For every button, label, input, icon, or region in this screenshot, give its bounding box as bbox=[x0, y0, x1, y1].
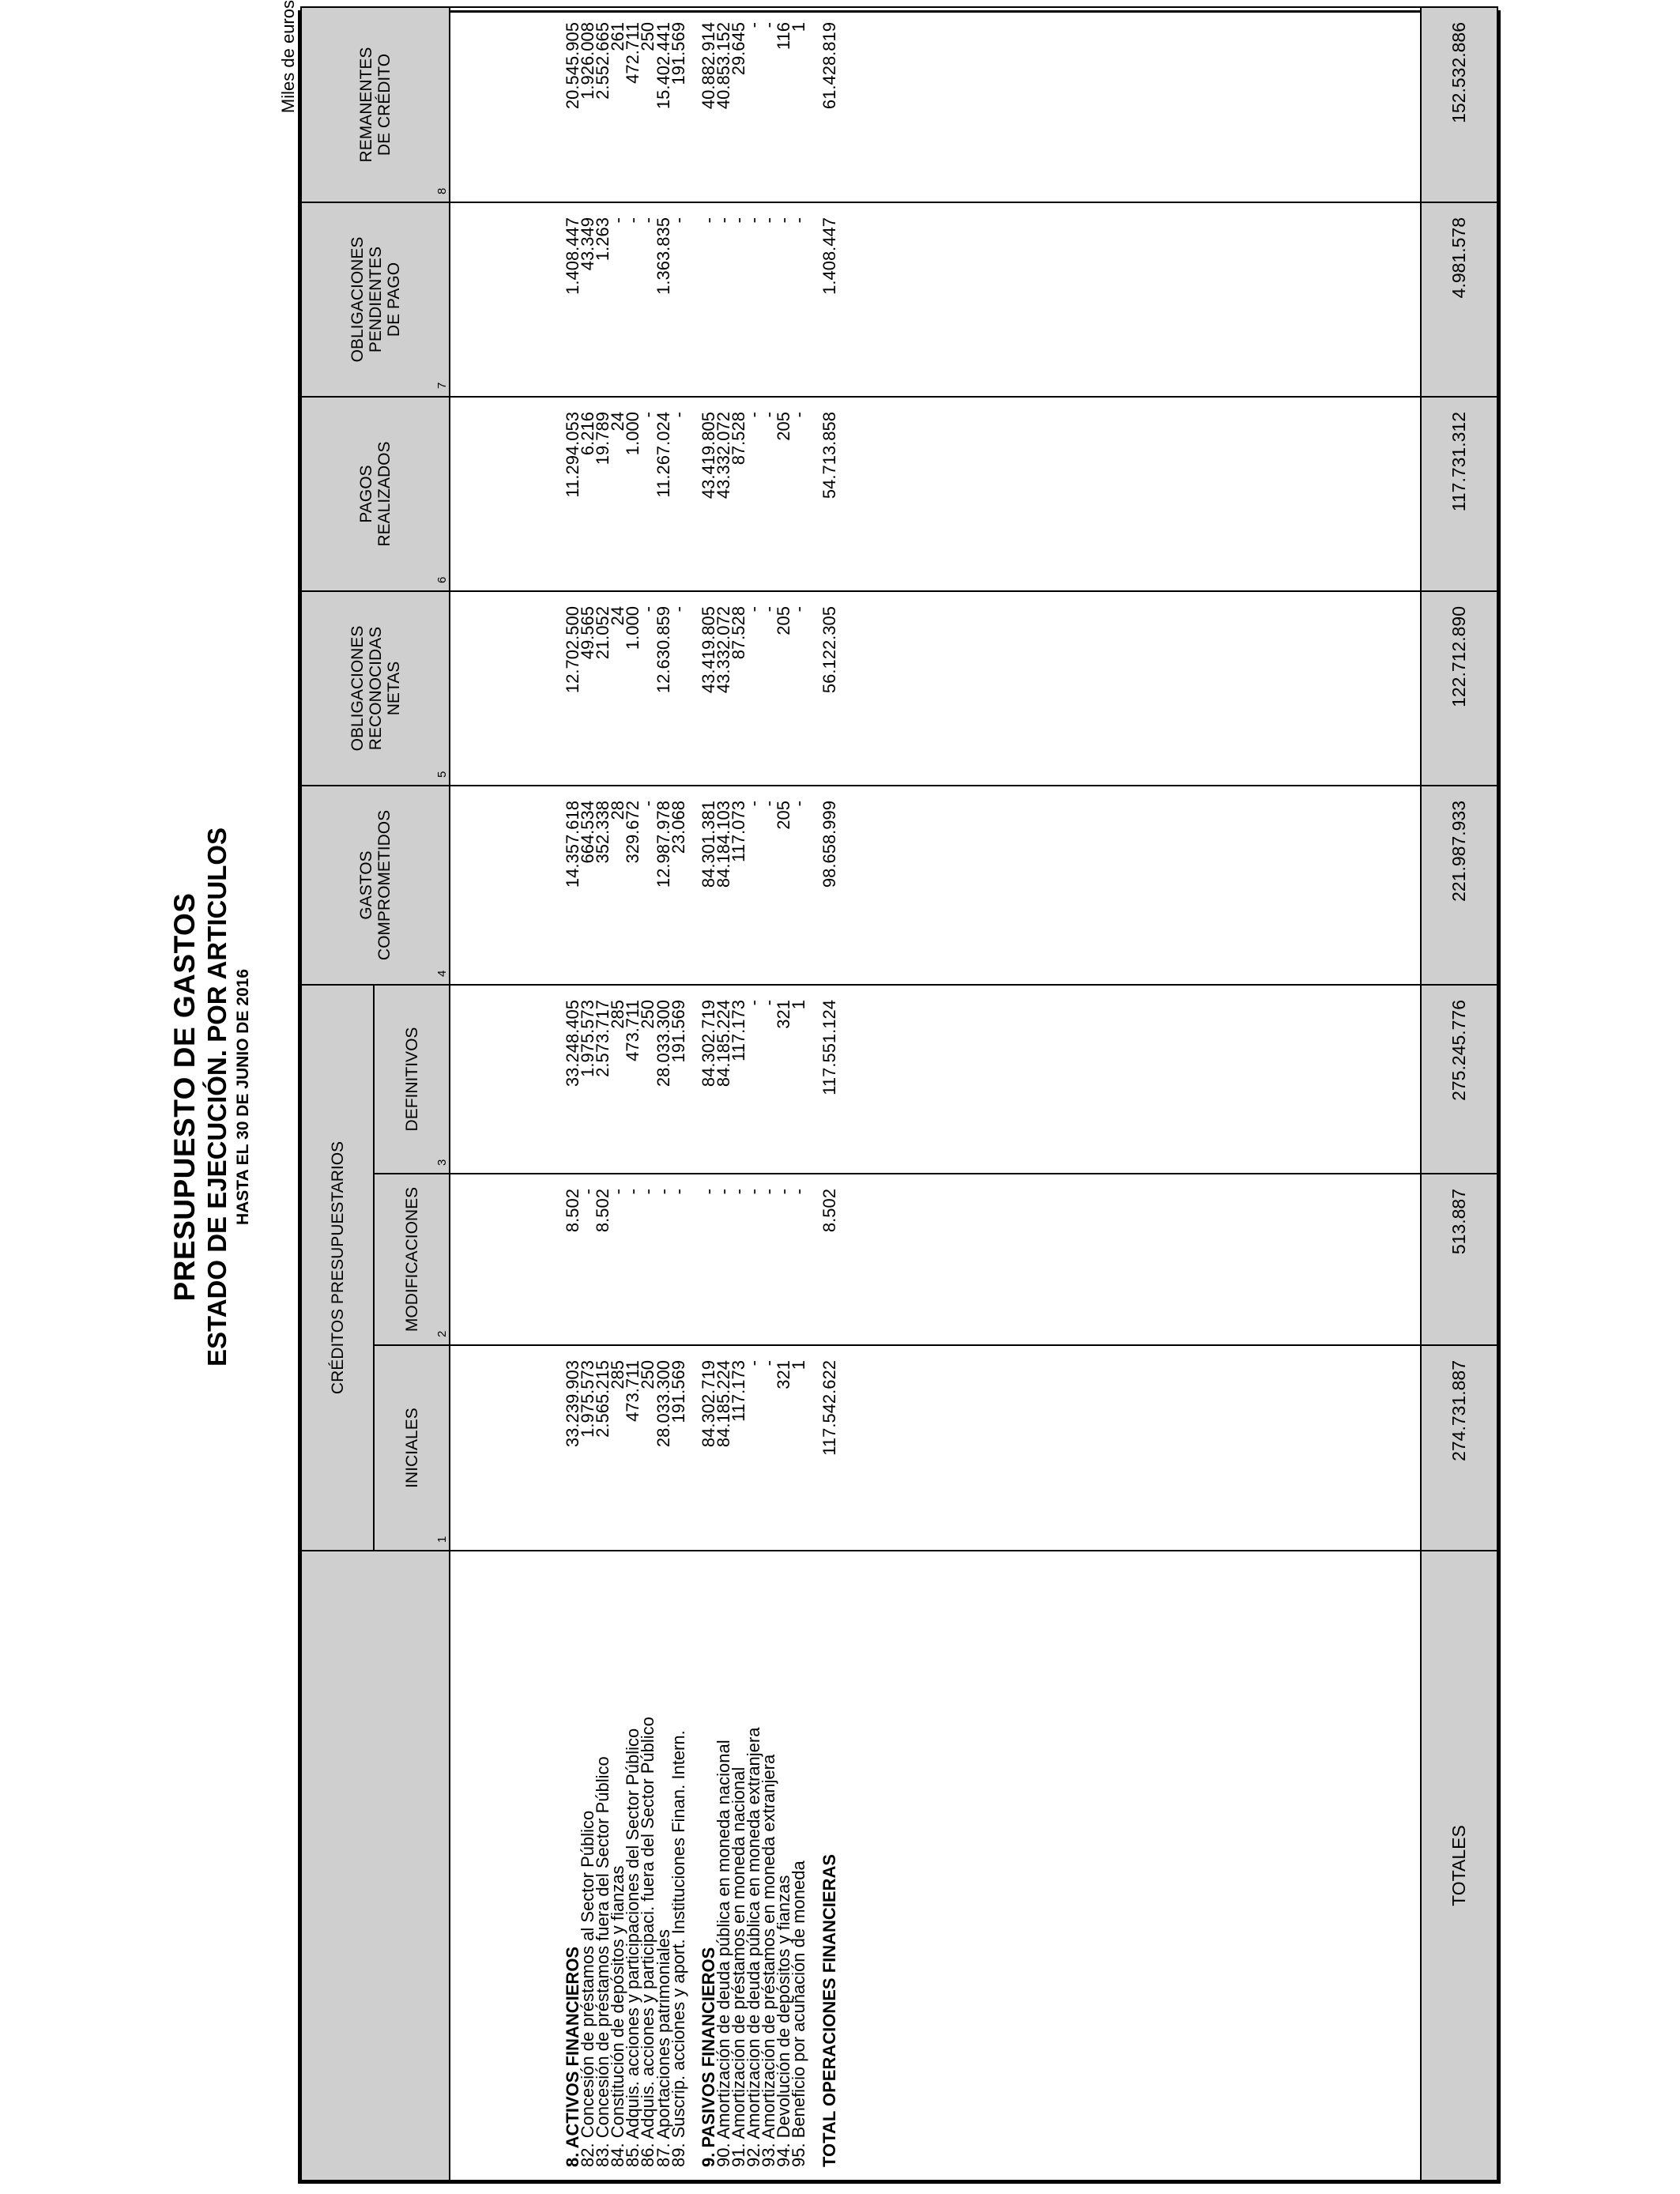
row-value: 43.349 bbox=[578, 217, 598, 271]
row-value: 12.702.500 bbox=[563, 606, 582, 694]
row-value: - bbox=[789, 606, 809, 613]
pagos-realizados-column bbox=[450, 397, 1421, 591]
row-value: - bbox=[729, 1189, 749, 1195]
row-value: 250 bbox=[638, 1360, 658, 1389]
row-value: - bbox=[713, 217, 733, 224]
row-value: 191.569 bbox=[668, 22, 688, 85]
row-value: 1.263 bbox=[593, 217, 613, 262]
row-value: - bbox=[759, 22, 779, 28]
header-remanentes-label: REMANENTES DE CRÉDITO bbox=[357, 47, 394, 163]
row-label: 8. ACTIVOS FINANCIEROS bbox=[563, 1946, 582, 2167]
row-label: 95. Beneficio por acuñación de moneda bbox=[789, 1860, 809, 2167]
iniciales-column bbox=[450, 1345, 1421, 1551]
row-value: - bbox=[744, 412, 764, 418]
total-obligaciones-reconocidas: 122.712.890 bbox=[1421, 591, 1497, 786]
col-number-1: 1 bbox=[435, 1536, 449, 1543]
row-value: 117.173 bbox=[729, 1000, 749, 1061]
row-value: 352.338 bbox=[593, 801, 613, 864]
obligaciones-reconocidas-column bbox=[450, 591, 1421, 786]
row-label: 90. Amortización de deuda pública en moneda nacional bbox=[713, 1740, 733, 2167]
row-label: 82. Concesión de préstamos al Sector Público bbox=[578, 1810, 598, 2167]
total-remanentes-credito: 152.532.886 bbox=[1421, 7, 1497, 202]
row-value: 43.332.072 bbox=[713, 412, 733, 499]
row-value: 11.294.053 bbox=[563, 412, 582, 498]
row-value: 1 bbox=[789, 1360, 809, 1370]
row-value: 205 bbox=[774, 801, 794, 830]
row-label: 85. Adquis. acciones y participaciones del Sector Público bbox=[623, 1728, 643, 2167]
row-value: - bbox=[759, 1189, 779, 1195]
row-value: 117.551.124 bbox=[819, 1000, 839, 1095]
row-value: 1 bbox=[789, 1000, 809, 1010]
row-value bbox=[686, 217, 701, 396]
date-line: HASTA EL 30 DE JUNIO DE 2016 bbox=[234, 968, 252, 1226]
header-pendientes-label: OBLIGACIONES PENDIENTES DE PAGO bbox=[348, 236, 403, 363]
row-value: 1 bbox=[789, 22, 809, 32]
row-value: - bbox=[744, 22, 764, 28]
row-value: - bbox=[623, 1189, 643, 1195]
row-value: 1.000 bbox=[623, 606, 643, 650]
total-gastos-comprometidos: 221.987.933 bbox=[1421, 786, 1497, 985]
row-value: 205 bbox=[774, 606, 794, 635]
col-number-6: 6 bbox=[435, 576, 449, 583]
page-subtitle: ESTADO DE EJECUCIÓN. POR ARTICULOS bbox=[202, 827, 232, 1367]
row-value: - bbox=[744, 801, 764, 807]
row-value: - bbox=[744, 1000, 764, 1006]
row-label: 89. Suscrip. acciones y aport. Instituciones Finan. Intern. bbox=[668, 1730, 688, 2167]
row-label: 87. Aportaciones patrimoniales bbox=[653, 1929, 673, 2167]
row-value: - bbox=[759, 1360, 779, 1367]
total-definitivos: 275.245.776 bbox=[1421, 985, 1497, 1174]
row-value: 8.502 bbox=[819, 1189, 839, 1233]
row-label: 92. Amortizacion de deuda pública en moneda extranjera bbox=[744, 1727, 764, 2167]
total-modificaciones: 513.887 bbox=[1421, 1174, 1497, 1345]
header-definitivos bbox=[374, 985, 450, 1174]
row-value: 24 bbox=[608, 606, 628, 626]
row-value: 1.975.573 bbox=[578, 1360, 598, 1438]
row-value: 84.302.719 bbox=[698, 1360, 718, 1448]
row-value: - bbox=[789, 412, 809, 418]
row-value: 2.565.215 bbox=[593, 1360, 613, 1438]
row-value: 12.630.859 bbox=[653, 606, 673, 694]
row-value: 117.073 bbox=[729, 801, 749, 862]
concept-column bbox=[450, 1551, 1421, 2181]
row-value: - bbox=[608, 217, 628, 224]
header-pagos-realizados bbox=[301, 397, 450, 591]
row-value: - bbox=[713, 1189, 733, 1195]
row-value: - bbox=[774, 217, 794, 224]
row-value: - bbox=[638, 606, 658, 613]
page-title: PRESUPUESTO DE GASTOS bbox=[168, 892, 201, 1302]
row-value: - bbox=[774, 1189, 794, 1195]
row-value: 1.975.573 bbox=[578, 1000, 598, 1077]
row-value: - bbox=[744, 606, 764, 613]
row-value: 473.711 bbox=[623, 1360, 643, 1422]
total-obligaciones-pendientes: 4.981.578 bbox=[1421, 202, 1497, 397]
row-value: 12.987.978 bbox=[653, 801, 673, 888]
row-value: 261 bbox=[608, 22, 628, 51]
row-value: - bbox=[759, 412, 779, 418]
obligaciones-pendientes-column bbox=[450, 202, 1421, 397]
row-value: 1.363.835 bbox=[653, 217, 673, 295]
row-value: 205 bbox=[774, 412, 794, 441]
row-value: 43.419.805 bbox=[698, 412, 718, 499]
row-value: - bbox=[789, 1189, 809, 1195]
col-number-3: 3 bbox=[435, 1159, 449, 1166]
row-value: 2.552.665 bbox=[593, 22, 613, 100]
row-value: - bbox=[638, 412, 658, 418]
col-number-8: 8 bbox=[435, 187, 449, 194]
row-value: - bbox=[668, 412, 688, 418]
row-value: 11.267.024 bbox=[653, 412, 673, 498]
row-value: 1.000 bbox=[623, 412, 643, 456]
row-value: 285 bbox=[608, 1360, 628, 1389]
definitivos-column bbox=[450, 985, 1421, 1174]
row-value: - bbox=[759, 1000, 779, 1006]
gastos-comprometidos-column bbox=[450, 786, 1421, 985]
header-definitivos-label: DEFINITIVOS bbox=[402, 1027, 421, 1132]
header-obligaciones-pendientes bbox=[301, 202, 450, 397]
row-value: 61.428.819 bbox=[819, 22, 839, 110]
col-number-4: 4 bbox=[435, 970, 449, 977]
row-value: 40.882.914 bbox=[698, 22, 718, 110]
col-number-2: 2 bbox=[435, 1330, 449, 1337]
row-value: 84.185.224 bbox=[713, 1000, 733, 1088]
budget-table bbox=[298, 10, 1501, 2184]
row-value: 84.185.224 bbox=[713, 1360, 733, 1448]
row-value: 43.419.805 bbox=[698, 606, 718, 694]
row-label: 94. Devolución de depósitos y fianzas bbox=[774, 1875, 794, 2167]
row-value: 84.301.381 bbox=[698, 801, 718, 888]
row-value: 33.248.405 bbox=[563, 1000, 582, 1088]
row-value: 6.216 bbox=[578, 412, 598, 456]
row-label: 84. Constitución de depósitos y fianzas bbox=[608, 1865, 628, 2167]
row-value: 84.184.103 bbox=[713, 801, 733, 888]
header-modificaciones-label: MODIFICACIONES bbox=[402, 1186, 421, 1333]
row-value: 472.711 bbox=[623, 22, 643, 84]
row-value: 84.302.719 bbox=[698, 1000, 718, 1088]
row-value: 1.408.447 bbox=[563, 217, 582, 295]
header-modificaciones bbox=[374, 1174, 450, 1345]
row-value: - bbox=[744, 1189, 764, 1195]
total-iniciales: 274.731.887 bbox=[1421, 1345, 1497, 1551]
row-value: - bbox=[578, 1189, 598, 1195]
row-value: 33.239.903 bbox=[563, 1360, 582, 1448]
row-value: 24 bbox=[608, 412, 628, 432]
row-value: - bbox=[789, 801, 809, 807]
row-value: 8.502 bbox=[563, 1189, 582, 1233]
row-value: - bbox=[744, 217, 764, 224]
row-value: - bbox=[759, 801, 779, 807]
row-value: 191.569 bbox=[668, 1000, 688, 1063]
header-remanentes-credito bbox=[301, 7, 450, 202]
row-value: 191.569 bbox=[668, 1360, 688, 1423]
header-obligaciones-reconocidas bbox=[301, 591, 450, 786]
row-value: 28.033.300 bbox=[653, 1000, 673, 1088]
row-value: - bbox=[698, 217, 718, 224]
row-value: 321 bbox=[774, 1000, 794, 1029]
row-value: 20.545.905 bbox=[563, 22, 582, 110]
header-pagos-label: PAGOS REALIZADOS bbox=[357, 441, 394, 547]
row-value: - bbox=[638, 801, 658, 807]
row-value: 473.711 bbox=[623, 1000, 643, 1061]
row-value: 98.658.999 bbox=[819, 801, 839, 888]
row-label: 83. Concesión de préstamos fuera del Sector Público bbox=[593, 1756, 613, 2167]
header-gastos-comprometidos bbox=[301, 786, 450, 985]
row-value: 8.502 bbox=[593, 1189, 613, 1233]
row-value: 21.052 bbox=[593, 606, 613, 660]
row-value: 87.528 bbox=[729, 606, 749, 660]
row-value: 28.033.300 bbox=[653, 1360, 673, 1448]
row-label: 9. PASIVOS FINANCIEROS bbox=[698, 1947, 718, 2167]
row-value: 117.173 bbox=[729, 1360, 749, 1422]
header-concept-blank bbox=[301, 1551, 450, 2181]
row-value: - bbox=[608, 1189, 628, 1195]
row-value: - bbox=[623, 217, 643, 224]
units-label: Miles de euros bbox=[278, 0, 298, 114]
row-value: 1.926.008 bbox=[578, 22, 598, 100]
row-value: 250 bbox=[638, 1000, 658, 1029]
row-value: 285 bbox=[608, 1000, 628, 1029]
row-label: 91. Amortización de préstamos en moneda nacional bbox=[729, 1766, 749, 2167]
row-label: 93. Amortización de préstamos en moneda extranjera bbox=[759, 1754, 779, 2167]
row-value: 116 bbox=[774, 22, 794, 51]
row-value: 321 bbox=[774, 1360, 794, 1389]
row-value: 14.357.618 bbox=[563, 801, 582, 888]
row-value: 250 bbox=[638, 22, 658, 51]
row-value: 23.068 bbox=[668, 801, 688, 854]
row-value: 28 bbox=[608, 801, 628, 820]
row-value: 40.853.152 bbox=[713, 22, 733, 110]
row-value: - bbox=[759, 606, 779, 613]
row-value: - bbox=[729, 217, 749, 224]
row-value: - bbox=[638, 217, 658, 224]
row-value: 664.534 bbox=[578, 801, 598, 864]
row-value: 2.573.717 bbox=[593, 1000, 613, 1077]
row-value bbox=[686, 1189, 701, 1344]
row-label: 86. Adquis. acciones y participaci. fuera del Sector Público bbox=[638, 1717, 658, 2167]
totals-label: TOTALES bbox=[1421, 1551, 1497, 2181]
total-pagos-realizados: 117.731.312 bbox=[1421, 397, 1497, 591]
row-value: 87.528 bbox=[729, 412, 749, 466]
row-value: 329.672 bbox=[623, 801, 643, 864]
row-value: 1.408.447 bbox=[819, 217, 839, 295]
header-creditos-presupuestarios: CRÉDITOS PRESUPUESTARIOS bbox=[301, 985, 374, 1551]
row-value: 19.789 bbox=[593, 412, 613, 466]
row-value: - bbox=[653, 1189, 673, 1195]
row-value: 117.542.622 bbox=[819, 1360, 839, 1456]
row-value: 56.122.305 bbox=[819, 606, 839, 694]
row-value: - bbox=[744, 1360, 764, 1367]
row-value: - bbox=[759, 217, 779, 224]
row-value: 54.713.858 bbox=[819, 412, 839, 499]
modificaciones-column bbox=[450, 1174, 1421, 1345]
row-value: 15.402.441 bbox=[653, 22, 673, 110]
header-iniciales-label: INICIALES bbox=[402, 1408, 421, 1488]
row-label: TOTAL OPERACIONES FINANCIERAS bbox=[819, 1853, 839, 2167]
row-value: - bbox=[789, 217, 809, 224]
header-obligaciones-label: OBLIGACIONES RECONOCIDAS NETAS bbox=[348, 625, 403, 752]
row-value: 29.645 bbox=[729, 22, 749, 76]
col-number-5: 5 bbox=[435, 771, 449, 778]
row-value: - bbox=[668, 606, 688, 613]
header-iniciales bbox=[374, 1345, 450, 1551]
row-value: - bbox=[638, 1189, 658, 1195]
col-number-7: 7 bbox=[435, 382, 449, 389]
row-value: - bbox=[698, 1189, 718, 1195]
row-value: - bbox=[668, 217, 688, 224]
row-value: 49.565 bbox=[578, 606, 598, 660]
row-value: - bbox=[668, 1189, 688, 1195]
header-gastos-label: GASTOS COMPROMETIDOS bbox=[357, 809, 394, 961]
row-value: 43.332.072 bbox=[713, 606, 733, 694]
remanentes-credito-column bbox=[450, 7, 1421, 202]
